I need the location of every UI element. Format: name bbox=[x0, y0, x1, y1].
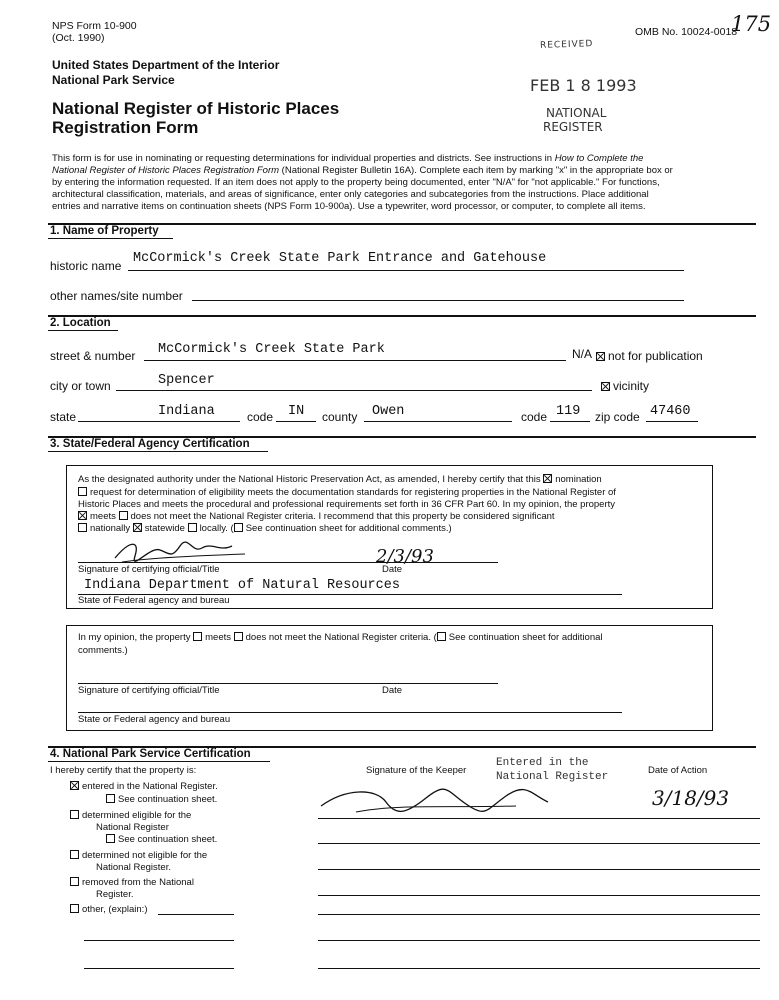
state-code-label: code bbox=[247, 410, 274, 424]
county-value[interactable]: Owen bbox=[372, 404, 405, 419]
section4-heading: 4. National Park Service Certification bbox=[50, 748, 251, 760]
opinion-line2: comments.) bbox=[78, 645, 128, 656]
eligible-continuation-checkbox[interactable] bbox=[106, 834, 115, 843]
entered-continuation-checkbox[interactable] bbox=[106, 794, 115, 803]
nps-intro: I hereby certify that the property is: bbox=[50, 765, 197, 776]
instructions-line4: architectural classification, materials, and areas of significance, enter only categories and subcategories from the instructions. Place additional bbox=[52, 189, 649, 200]
city-label: city or town bbox=[50, 379, 111, 393]
keeper-line-2 bbox=[318, 843, 760, 844]
not-for-publication[interactable]: not for publication bbox=[596, 349, 703, 363]
instructions-line5: entries and narrative items on continuation sheets (NPS Form 10-900a). Use a typewriter, word processor, or computer, to complete all items. bbox=[52, 201, 646, 212]
cert-line3: Historic Places and meets the procedural and professional requirements set forth in 36 CFR Part 60. In my opinion, the property bbox=[78, 499, 616, 510]
na-value: N/A bbox=[572, 347, 593, 361]
opinion-not-meet-checkbox[interactable] bbox=[234, 632, 243, 641]
opt-not-eligible[interactable]: determined not eligible for the bbox=[70, 850, 207, 861]
received-date-stamp: FEB 1 8 1993 bbox=[530, 76, 637, 95]
does-not-meet-checkbox[interactable] bbox=[119, 511, 128, 520]
other-names-line bbox=[192, 300, 684, 301]
request-checkbox[interactable] bbox=[78, 487, 87, 496]
opinion-line1: In my opinion, the property meets does not meet the National Register criteria. ( See continuation sheet for additional bbox=[78, 632, 603, 643]
keeper-line-7 bbox=[318, 968, 760, 969]
entered-stamp-line1: Entered in the bbox=[496, 757, 589, 769]
opinion-date-label: Date bbox=[382, 685, 403, 696]
city-value[interactable]: Spencer bbox=[158, 373, 215, 388]
register-stamp: REGISTER bbox=[543, 120, 603, 134]
historic-name-value[interactable]: McCormick's Creek State Park Entrance and Gatehouse bbox=[133, 251, 547, 266]
meets-checkbox[interactable] bbox=[78, 511, 87, 520]
opt-removed-line2: Register. bbox=[96, 889, 134, 900]
county-code-line bbox=[550, 421, 590, 422]
keeper-line-6 bbox=[318, 940, 760, 941]
service: National Park Service bbox=[52, 73, 175, 87]
locally-checkbox[interactable] bbox=[188, 523, 197, 532]
section3-heading: 3. State/Federal Agency Certification bbox=[50, 438, 250, 450]
street-line bbox=[144, 360, 566, 361]
form-number: NPS Form 10-900 bbox=[52, 20, 137, 32]
other-checkbox[interactable] bbox=[70, 904, 79, 913]
section1-heading: 1. Name of Property bbox=[50, 225, 159, 237]
not-for-publication-checkbox[interactable] bbox=[596, 352, 605, 361]
opinion-signature-label: Signature of certifying official/Title bbox=[78, 685, 220, 696]
section1-heading-underline bbox=[48, 238, 173, 239]
opinion-continuation-checkbox[interactable] bbox=[437, 632, 446, 641]
state-label: state bbox=[50, 410, 77, 424]
other-explain-line[interactable] bbox=[158, 914, 234, 915]
form-title-line1: National Register of Historic Places bbox=[52, 99, 340, 118]
opt-removed[interactable]: removed from the National bbox=[70, 877, 194, 888]
county-code-label: code bbox=[521, 410, 548, 424]
opt-entered-cont[interactable]: See continuation sheet. bbox=[106, 794, 217, 805]
keeper-signature bbox=[316, 784, 556, 820]
keeper-label: Signature of the Keeper bbox=[366, 765, 467, 776]
section3-heading-underline bbox=[48, 451, 268, 452]
county-label: county bbox=[322, 410, 358, 424]
other-explain-line-3[interactable] bbox=[84, 968, 234, 969]
section2-heading-underline bbox=[48, 330, 118, 331]
opt-not-eligible-line2: National Register. bbox=[96, 862, 171, 873]
zip-line bbox=[646, 421, 698, 422]
agency-label: State of Federal agency and bureau bbox=[78, 595, 230, 606]
cert-line5: nationally statewide locally. ( See continuation sheet for additional comments.) bbox=[78, 523, 452, 534]
cert-line2: request for determination of eligibility meets the documentation standards for registering properties in the National Register of bbox=[78, 487, 616, 498]
removed-checkbox[interactable] bbox=[70, 877, 79, 886]
form-title-line2: Registration Form bbox=[52, 118, 199, 137]
section2-heading: 2. Location bbox=[50, 317, 111, 329]
state-code-line bbox=[276, 421, 316, 422]
historic-name-label: historic name bbox=[50, 259, 122, 273]
national-stamp: NATIONAL bbox=[546, 106, 607, 120]
state-line bbox=[78, 421, 240, 422]
agency-value[interactable]: Indiana Department of Natural Resources bbox=[84, 578, 400, 593]
date-label: Date bbox=[382, 564, 403, 575]
date-of-action-label: Date of Action bbox=[648, 765, 708, 776]
cert-date-value[interactable]: 2/3/93 bbox=[376, 546, 434, 567]
street-label: street & number bbox=[50, 349, 136, 363]
cert-line1: As the designated authority under the National Historic Preservation Act, as amended, I hereby certify that this nomination bbox=[78, 474, 602, 485]
city-line bbox=[116, 390, 592, 391]
opinion-meets-checkbox[interactable] bbox=[193, 632, 202, 641]
instructions-line2: National Register of Historic Places Registration Form (National Register Bulletin 16A). Complete each item by marking "x" in the appropriate box or bbox=[52, 165, 673, 176]
not-eligible-checkbox[interactable] bbox=[70, 850, 79, 859]
opt-eligible[interactable]: determined eligible for the bbox=[70, 810, 191, 821]
opinion-signature-line bbox=[78, 683, 498, 684]
other-names-label: other names/site number bbox=[50, 289, 183, 303]
keeper-line-1 bbox=[318, 818, 760, 819]
section4-heading-underline bbox=[48, 761, 270, 762]
instructions-line1: This form is for use in nominating or requesting determinations for individual properties and districts. See instructions in How to Complete the bbox=[52, 153, 644, 164]
keeper-line-5 bbox=[318, 914, 760, 915]
historic-name-line bbox=[128, 270, 684, 271]
date-of-action-value[interactable]: 3/18/93 bbox=[652, 786, 730, 810]
statewide-checkbox[interactable] bbox=[133, 523, 142, 532]
received-stamp: RECEIVED bbox=[539, 39, 594, 51]
opt-entered[interactable]: entered in the National Register. bbox=[70, 781, 218, 792]
zip-value[interactable]: 47460 bbox=[650, 404, 691, 419]
state-value[interactable]: Indiana bbox=[158, 404, 215, 419]
nomination-checkbox[interactable] bbox=[543, 474, 552, 483]
vicinity-checkbox[interactable] bbox=[601, 382, 610, 391]
instructions-line3: by entering the information requested. If an item does not apply to the property being documented, enter "N/A" for "not applicable." For functions, bbox=[52, 177, 660, 188]
opt-other[interactable]: other, (explain:) bbox=[70, 904, 147, 915]
opinion-agency-line bbox=[78, 712, 622, 713]
vicinity[interactable]: vicinity bbox=[601, 379, 649, 393]
street-value[interactable]: McCormick's Creek State Park bbox=[158, 342, 385, 357]
opt-eligible-cont[interactable]: See continuation sheet. bbox=[106, 834, 217, 845]
cert-line4: meets does not meet the National Register criteria. I recommend that this property be considered significant bbox=[78, 511, 555, 522]
handwritten-number: 175 bbox=[731, 12, 772, 36]
continuation-checkbox[interactable] bbox=[234, 523, 243, 532]
section2-rule bbox=[48, 315, 756, 317]
county-code-value[interactable]: 119 bbox=[556, 404, 581, 419]
opinion-agency-label: State or Federal agency and bureau bbox=[78, 714, 231, 725]
eligible-checkbox[interactable] bbox=[70, 810, 79, 819]
state-code-value[interactable]: IN bbox=[288, 404, 305, 419]
entered-checkbox[interactable] bbox=[70, 781, 79, 790]
county-line bbox=[364, 421, 512, 422]
zip-label: zip code bbox=[595, 410, 640, 424]
keeper-line-4 bbox=[318, 895, 760, 896]
entered-stamp-line2: National Register bbox=[496, 771, 609, 783]
department: United States Department of the Interior bbox=[52, 58, 280, 72]
opt-eligible-line2: National Register bbox=[96, 822, 169, 833]
signature-label: Signature of certifying official/Title bbox=[78, 564, 220, 575]
form-date: (Oct. 1990) bbox=[52, 32, 105, 44]
keeper-line-3 bbox=[318, 869, 760, 870]
signature-line bbox=[78, 562, 498, 563]
nationally-checkbox[interactable] bbox=[78, 523, 87, 532]
other-explain-line-2[interactable] bbox=[84, 940, 234, 941]
omb-number: OMB No. 10024-0018 bbox=[635, 26, 738, 38]
